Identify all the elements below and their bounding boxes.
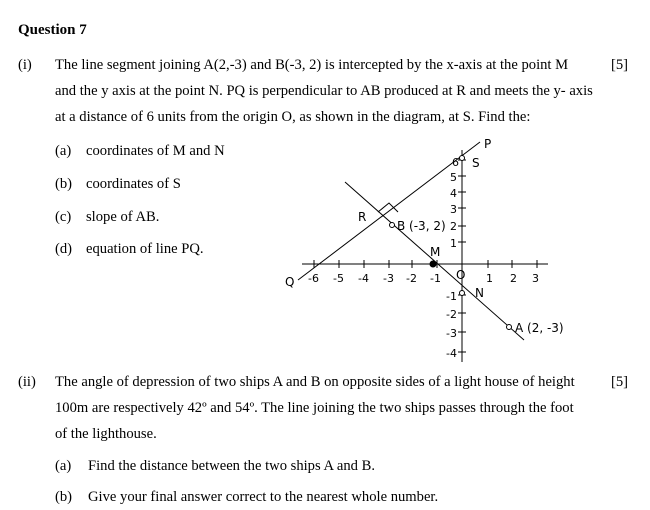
y-tick-label: -1 (446, 290, 457, 303)
y-tick-label: -4 (446, 347, 457, 360)
part-ii-line-2: 100m are respectively 42º and 54º. The line joining the two ships passes through the foot (55, 400, 574, 416)
part-i-line-2: and the y axis at the point N. PQ is perpendicular to AB produced at R and meets the y- axis (55, 83, 593, 99)
label-s: S (472, 156, 480, 170)
part-i-line-3: at a distance of 6 units from the origin O, as shown in the diagram, at S. Find the: (55, 109, 531, 125)
subpart-b-label: (b) (55, 176, 73, 192)
part-ii-number: (ii) (18, 374, 36, 390)
subpart-a-text: coordinates of M and N (86, 143, 225, 159)
y-tick-label: 4 (450, 187, 457, 200)
subpart-d-label: (d) (55, 241, 73, 257)
y-tick-label: 5 (450, 171, 457, 184)
label-n: N (475, 286, 484, 300)
y-tick-label: 2 (450, 220, 457, 233)
point-a (507, 325, 512, 330)
part-ii-marks: [5] (610, 374, 628, 390)
y-tick-label: 6 (452, 156, 459, 169)
x-tick-label: -2 (406, 272, 417, 285)
x-tick-label: -1 (430, 272, 441, 285)
label-b: B (-3, 2) (397, 219, 446, 233)
x-tick-label: 2 (510, 272, 517, 285)
x-tick-label: -4 (358, 272, 369, 285)
x-tick-label: 1 (486, 272, 493, 285)
label-o: O (456, 268, 466, 282)
question-title: Question 7 (18, 22, 87, 38)
point-b (390, 223, 395, 228)
subpart-b-text: coordinates of S (86, 176, 181, 192)
part-i-line-1: The line segment joining A(2,-3) and B(-3, 2) is intercepted by the x-axis at the point M (55, 57, 569, 73)
part-ii-subpart-a-text: Find the distance between the two ships A and B. (88, 458, 375, 474)
subpart-c-text: slope of AB. (86, 209, 160, 225)
x-tick-label: -5 (333, 272, 344, 285)
part-ii-line-3: of the lighthouse. (55, 426, 157, 442)
point-m (430, 261, 436, 267)
part-ii-line-1: The angle of depression of two ships A and B on opposite sides of a light house of height (55, 374, 575, 390)
label-a: A (2, -3) (515, 321, 564, 335)
label-p: P (484, 137, 492, 151)
part-ii-subpart-a-label: (a) (55, 458, 72, 474)
part-ii-subpart-b-label: (b) (55, 489, 73, 505)
part-ii-subpart-b-text: Give your final answer correct to the nearest whole number. (88, 489, 439, 505)
subpart-c-label: (c) (55, 209, 72, 225)
point-n (460, 291, 465, 296)
label-r: R (358, 210, 367, 224)
x-tick-label: -3 (383, 272, 394, 285)
x-tick-label: -6 (308, 272, 319, 285)
y-tick-label: -3 (446, 327, 457, 340)
point-s (460, 156, 465, 161)
part-i-marks: [5] (610, 57, 628, 73)
x-tick-label: 3 (532, 272, 539, 285)
part-i-number: (i) (18, 57, 32, 73)
y-tick-label: 3 (450, 203, 457, 216)
subpart-a-label: (a) (55, 143, 72, 159)
right-angle-mark (378, 203, 398, 212)
label-m: M (430, 245, 441, 259)
y-tick-label: -2 (446, 308, 457, 321)
label-q: Q (285, 275, 295, 289)
subpart-d-text: equation of line PQ. (86, 241, 204, 257)
y-tick-label: 1 (450, 237, 457, 250)
